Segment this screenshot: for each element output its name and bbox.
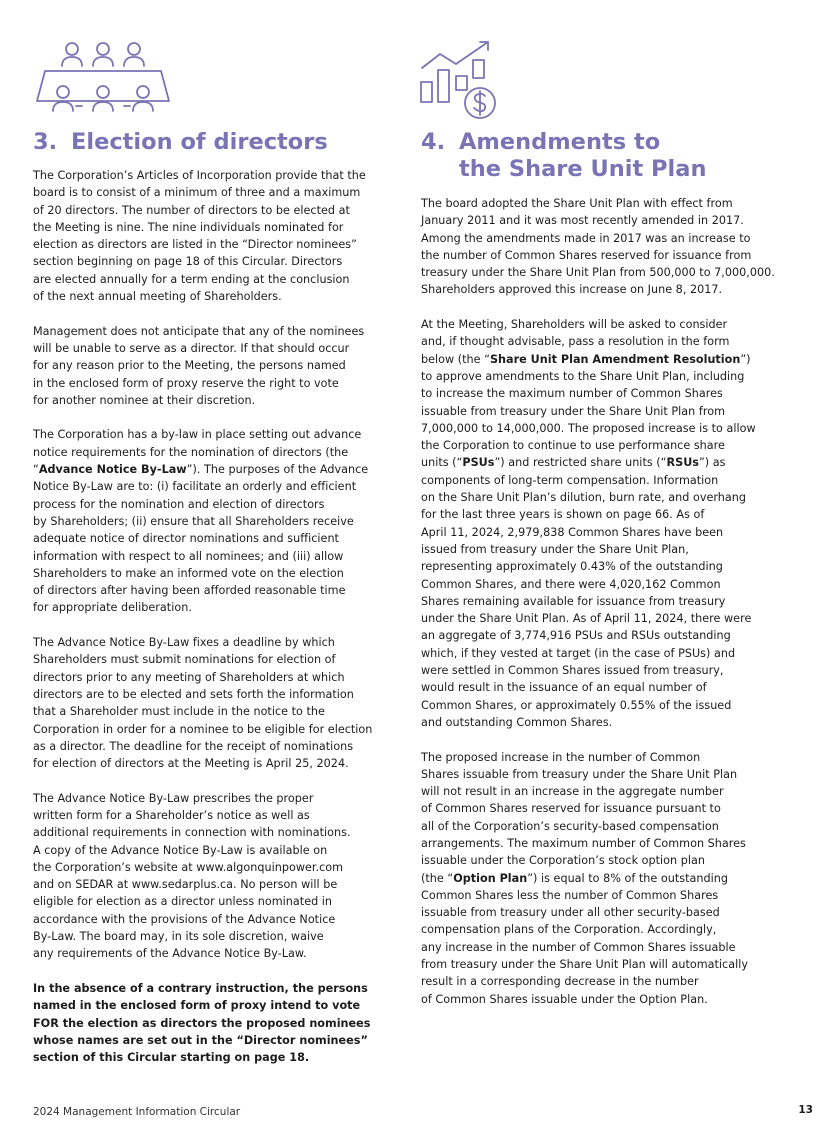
text-line: accordance with the provisions of the Advance Notice (33, 912, 336, 926)
text-line: Common Shares less the number of Common Shares (421, 888, 719, 902)
text-line: By-Law. The board may, in its sole discretion, waive (33, 930, 324, 944)
text-line: information with respect to all nominees; and (iii) allow (33, 549, 344, 563)
section-3-title: Election of directors (71, 129, 328, 155)
text-line: will not result in an increase in the aggregate number (421, 785, 724, 799)
text-line: The Advance Notice By-Law fixes a deadline by which (33, 636, 335, 650)
growth-chart-dollar-icon (418, 40, 508, 120)
text-line: the Corporation to continue to use performance share (421, 439, 725, 453)
text-line: Common Shares, or approximately 0.55% of the issued (421, 698, 732, 712)
section-3-paragraph-5 (33, 790, 388, 963)
text-line: any increase in the number of Common Shares issuable (421, 940, 736, 954)
board-meeting-icon (33, 40, 173, 120)
text-line: Management does not anticipate that any of the nominees (33, 324, 365, 338)
text-line: process for the nomination and election of directors (33, 497, 325, 511)
text-line: units (“PSUs”) and restricted share units (“RSUs”) as (421, 456, 726, 470)
text-line: The proposed increase in the number of Common (421, 750, 701, 764)
text-line: The Corporation has a by-law in place setting out advance (33, 428, 362, 442)
text-line: Shares remaining available for issuance from treasury (421, 594, 726, 608)
text-line: to approve amendments to the Share Unit Plan, including (421, 369, 745, 383)
text-line: of Common Shares issuable under the Option Plan. (421, 992, 708, 1006)
text-line: compensation plans of the Corporation. Accordingly, (421, 923, 717, 937)
text-line: In the absence of a contrary instruction, the persons (33, 981, 368, 995)
text-line: additional requirements in connection with nominations. (33, 826, 351, 840)
text-line: are elected annually for a term ending at the conclusion (33, 272, 350, 286)
text-line: the Meeting is nine. The nine individuals nominated for (33, 220, 344, 234)
text-line: for another nominee at their discretion. (33, 393, 256, 407)
text-line: for the last three years is shown on page 66. As of (421, 508, 705, 522)
text-line: 7,000,000 to 14,000,000. The proposed increase is to allow (421, 421, 756, 435)
text-line: Shareholders must submit nominations for election of (33, 653, 336, 667)
text-line: of directors after having been afforded reasonable time (33, 584, 346, 598)
text-line: section beginning on page 18 of this Circular. Directors (33, 255, 343, 269)
text-line: FOR the election as directors the proposed nominees (33, 1016, 371, 1030)
section-3-body (33, 167, 388, 1084)
text-line: directors prior to any meeting of Shareholders at which (33, 670, 345, 684)
text-line: written form for a Shareholder’s notice as well as (33, 808, 310, 822)
section-3-number: 3. (33, 129, 58, 155)
section-3-paragraph-2 (33, 323, 388, 409)
text-line: section of this Circular starting on page 18. (33, 1051, 310, 1065)
text-line: result in a corresponding decrease in the number (421, 975, 699, 989)
text-line: The board adopted the Share Unit Plan with effect from (421, 197, 733, 210)
text-line: Shareholders to make an informed vote on the election (33, 566, 344, 580)
text-line: and, if thought advisable, pass a resolution in the form (421, 335, 730, 349)
text-line: to increase the maximum number of Common Shares (421, 387, 723, 401)
section-3-bold-paragraph (33, 980, 388, 1066)
text-line: January 2011 and it was most recently amended in 2017. (421, 214, 744, 228)
page-number: 13 (798, 1104, 813, 1116)
section-3-paragraph-3 (33, 426, 388, 616)
text-line: board is to consist of a minimum of three and a maximum (33, 186, 361, 200)
text-line: Notice By-Law are to: (i) facilitate an orderly and efficient (33, 480, 357, 494)
text-line: named in the enclosed form of proxy intend to vote (33, 999, 361, 1013)
text-line: from treasury under the Share Unit Plan will automatically (421, 958, 748, 972)
section-3-paragraph-4 (33, 634, 388, 772)
section-4-title-line1: Amendments to (459, 129, 661, 155)
text-line: of the next annual meeting of Shareholders. (33, 290, 282, 304)
section-4-paragraph-2 (421, 316, 773, 731)
text-line: At the Meeting, Shareholders will be asked to consider (421, 318, 728, 332)
footer-doc-title: 2024 Management Information Circular (33, 1106, 241, 1118)
text-line: (the “Option Plan”) is equal to 8% of the outstanding (421, 871, 728, 885)
text-line: would result in the issuance of an equal number of (421, 681, 707, 695)
section-3-heading (33, 129, 328, 156)
text-line: election as directors are listed in the “Director nominees” (33, 238, 357, 252)
text-line: for any reason prior to the Meeting, the persons named (33, 359, 346, 373)
section-3-paragraph-1 (33, 167, 388, 305)
text-line: issued from treasury under the Share Unit Plan, (421, 542, 689, 556)
section-4-title-line2: the Share Unit Plan (459, 156, 707, 182)
text-line: A copy of the Advance Notice By-Law is available on (33, 843, 328, 857)
text-line: Among the amendments made in 2017 was an increase to (421, 231, 751, 245)
text-line: below (the “Share Unit Plan Amendment Resolution”) (421, 352, 751, 366)
text-line: treasury under the Share Unit Plan from 500,000 to 7,000,000. (421, 266, 775, 280)
text-line: an aggregate of 3,774,916 PSUs and RSUs outstanding (421, 629, 731, 643)
text-line: on the Share Unit Plan’s dilution, burn rate, and overhang (421, 491, 747, 505)
text-line: arrangements. The maximum number of Common Shares (421, 836, 746, 850)
text-line: whose names are set out in the “Director nominees” (33, 1033, 368, 1047)
text-line: The Corporation’s Articles of Incorporation provide that the (33, 169, 366, 182)
text-line: and on SEDAR at www.sedarplus.ca. No person will be (33, 878, 338, 892)
text-line: which, if they vested at target (in the case of PSUs) and (421, 646, 736, 660)
text-line: were settled in Common Shares issued from treasury, (421, 664, 724, 678)
text-line: representing approximately 0.43% of the outstanding (421, 560, 723, 574)
section-4-heading (421, 129, 706, 183)
text-line: will be unable to serve as a director. If that should occur (33, 341, 350, 355)
text-line: in the enclosed form of proxy reserve the right to vote (33, 376, 339, 390)
text-line: and outstanding Common Shares. (421, 715, 613, 729)
text-line: under the Share Unit Plan. As of April 11, 2024, there were (421, 612, 752, 626)
text-line: eligible for election as a director unless nominated in (33, 895, 333, 909)
text-line: by Shareholders; (ii) ensure that all Shareholders receive (33, 514, 354, 528)
text-line: any requirements of the Advance Notice By-Law. (33, 947, 307, 961)
text-line: The Advance Notice By-Law prescribes the proper (33, 791, 314, 805)
section-4-number: 4. (421, 129, 446, 155)
text-line: Shares issuable from treasury under the Share Unit Plan (421, 767, 738, 781)
text-line: of Common Shares reserved for issuance pursuant to (421, 802, 721, 816)
text-line: Shareholders approved this increase on June 8, 2017. (421, 283, 723, 297)
text-line: April 11, 2024, 2,979,838 Common Shares have been (421, 525, 724, 539)
text-line: of 20 directors. The number of directors to be elected at (33, 203, 350, 217)
text-line: for election of directors at the Meeting is April 25, 2024. (33, 757, 349, 771)
text-line: issuable from treasury under all other security-based (421, 906, 720, 920)
text-line: issuable from treasury under the Share Unit Plan from (421, 404, 725, 418)
section-4-paragraph-3 (421, 749, 773, 1008)
text-line: that a Shareholder must include in the notice to the (33, 705, 325, 719)
text-line: for appropriate deliberation. (33, 601, 192, 615)
section-4-paragraph-1 (421, 195, 773, 299)
text-line: the Corporation’s website at www.algonquinpower.com (33, 860, 344, 874)
text-line: as a director. The deadline for the receipt of nominations (33, 739, 354, 753)
text-line: all of the Corporation’s security-based compensation (421, 819, 719, 833)
text-line: components of long-term compensation. Information (421, 473, 719, 487)
text-line: notice requirements for the nomination of directors (the (33, 445, 349, 459)
text-line: Common Shares, and there were 4,020,162 Common (421, 577, 721, 591)
text-line: adequate notice of director nominations and sufficient (33, 532, 339, 546)
text-line: directors are to be elected and sets forth the information (33, 687, 354, 701)
text-line: “Advance Notice By-Law”). The purposes of the Advance (33, 463, 369, 477)
section-4-body (421, 195, 773, 1025)
text-line: Corporation in order for a nominee to be eligible for election (33, 722, 373, 736)
text-line: issuable under the Corporation’s stock option plan (421, 854, 705, 868)
text-line: the number of Common Shares reserved for issuance from (421, 248, 752, 262)
